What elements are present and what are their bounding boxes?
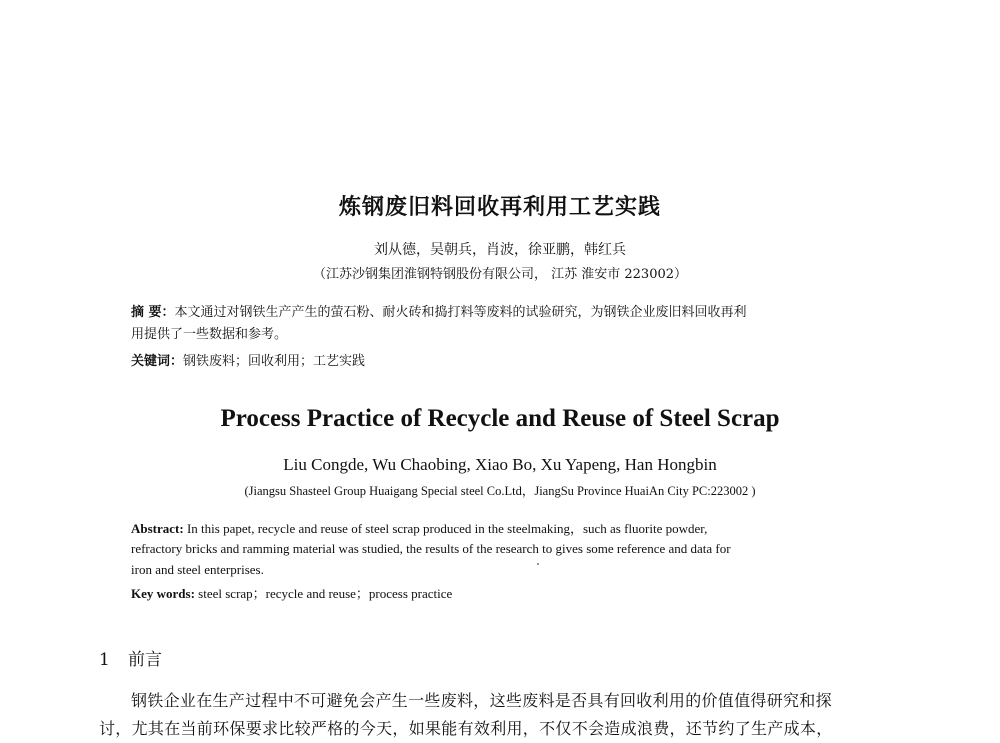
abstract-zh-label: 摘 要： — [131, 305, 175, 320]
abstract-en-text-1: In this papet, recycle and reuse of steel scrap produced in the steelmaking，such as fluorite powder, — [183, 521, 708, 536]
abstract-en-text-3: iron and steel enterprises. — [131, 562, 264, 577]
section-number: 1 — [99, 650, 110, 670]
authors-zh: 刘从德，吴朝兵，肖波，徐亚鹏，韩红兵 — [374, 242, 626, 258]
keywords-zh — [131, 350, 365, 369]
keywords-en — [131, 583, 452, 602]
paper-title-en: Process Practice of Recycle and Reuse of Steel Scrap — [220, 405, 780, 432]
section-heading-1 — [99, 645, 162, 670]
keywords-zh-text: 钢铁废料；回收利用；工艺实践 — [183, 354, 366, 369]
paper-title-zh: 炼钢废旧料回收再利用工艺实践 — [338, 195, 661, 220]
abstract-en-line-1 — [131, 518, 707, 537]
keywords-en-label: Key words: — [131, 586, 195, 601]
abstract-zh-text-1: 本文通过对钢铁生产产生的萤石粉、耐火砖和捣打料等废料的试验研究，为钢铁企业废旧料回收再利 — [174, 305, 747, 320]
abstract-zh-line-1 — [131, 302, 871, 324]
abstract-en-text-2: refractory bricks and ramming material was studied, the results of the research to gives some reference and data for — [131, 541, 731, 556]
abstract-en-label: Abstract: — [131, 521, 184, 536]
affiliation-zh: （江苏沙钢集团淮钢特钢股份有限公司， 江苏 淮安市 223002） — [312, 267, 688, 282]
affiliation-en: (Jiangsu Shasteel Group Huaigang Special steel Co.Ltd，JiangSu Province HuaiAn City PC:223002 ) — [244, 484, 756, 498]
section-title: 前言 — [128, 650, 162, 670]
authors-en: Liu Congde, Wu Chaobing, Xiao Bo, Xu Yapeng, Han Hongbin — [283, 455, 717, 474]
body-paragraph-line-1: 钢铁企业在生产过程中不可避免会产生一些废料，这些废料是否具有回收利用的价值值得研究和探 — [131, 691, 832, 710]
body-paragraph-line-2: 讨，尤其在当前环保要求比较严格的今天，如果能有效利用，不仅不会造成浪费，还节约了生产成本， — [99, 719, 833, 738]
abstract-zh-text-2: 用提供了一些数据和参考。 — [131, 327, 288, 342]
keywords-zh-label: 关键词： — [131, 354, 184, 369]
keywords-en-text: steel scrap；recycle and reuse；process practice — [194, 586, 453, 601]
scan-speck — [537, 563, 539, 565]
